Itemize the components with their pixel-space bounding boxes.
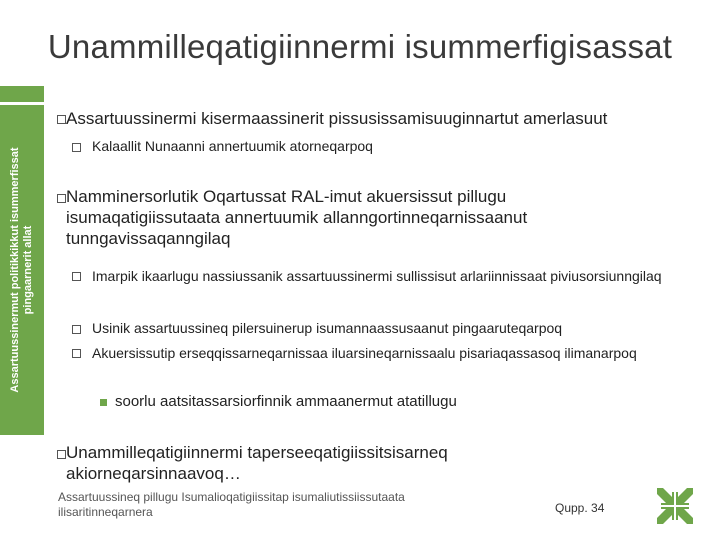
bullet-1-sub-1: Kalaallit Nunaanni annertuumik atorneqarpoq: [92, 138, 373, 154]
green-square-bullet-icon: [100, 399, 107, 406]
bullet-3: Unammilleqatigiinnermi taperseeqatigiissitsisarneq akiorneqarsinnaavoq…: [66, 443, 448, 483]
bullet-icon: [57, 115, 66, 124]
page-number: Qupp. 34: [555, 501, 605, 515]
bullet-icon: [57, 450, 66, 459]
bullet-icon: [72, 143, 81, 152]
bullet-2-sub-3: Akuersissutip erseqqissarneqarnissaa iluarsineqarnissaalu pisariaqassasoq ilimanarpoq: [92, 345, 637, 361]
side-label-line1: Assartuussinermut politikkikkut isummerfissat: [9, 147, 21, 393]
slide-title: Unammilleqatigiinnermi isummerfigisassat: [47, 28, 673, 65]
bullet-icon: [72, 272, 81, 281]
bullet-2-sub-1: Imarpik ikaarlugu nassiussanik assartuussinermi sullissisut arlariinnissaat piviusorsiunngilaq: [92, 268, 662, 284]
bullet-1: Assartuussinermi kisermaassinerit pissusissamisuuginnartut amerlasuut: [66, 109, 608, 128]
side-label: [9, 147, 35, 392]
bullet-icon: [57, 194, 66, 203]
bullet-2-sub-3-sub-1: soorlu aatsitassarsiorfinnik ammaanermut atatillugu: [115, 393, 457, 410]
bullet-2-sub-2: Usinik assartuussineq pilersuinerup isumannaassusaanut pingaaruteqarpoq: [92, 320, 563, 336]
side-label-line2: pingaarnerit allat: [22, 225, 34, 315]
footer-text: Assartuussineq pillugu Isumalioqatigiissitap isumaliutissiissutaata ilisaritinneqarnera: [58, 490, 405, 519]
bullet-2: Namminersorlutik Oqartussat RAL-imut akuersissut pillugu isumaqatigiissutaata annertuumik allanngortinneqarnissaanut tunngavissaqanngilaq: [66, 187, 528, 248]
bullet-icon: [72, 349, 81, 358]
accent-corner: [0, 86, 44, 102]
bullet-icon: [72, 325, 81, 334]
arrows-inward-logo-icon: [655, 486, 695, 526]
